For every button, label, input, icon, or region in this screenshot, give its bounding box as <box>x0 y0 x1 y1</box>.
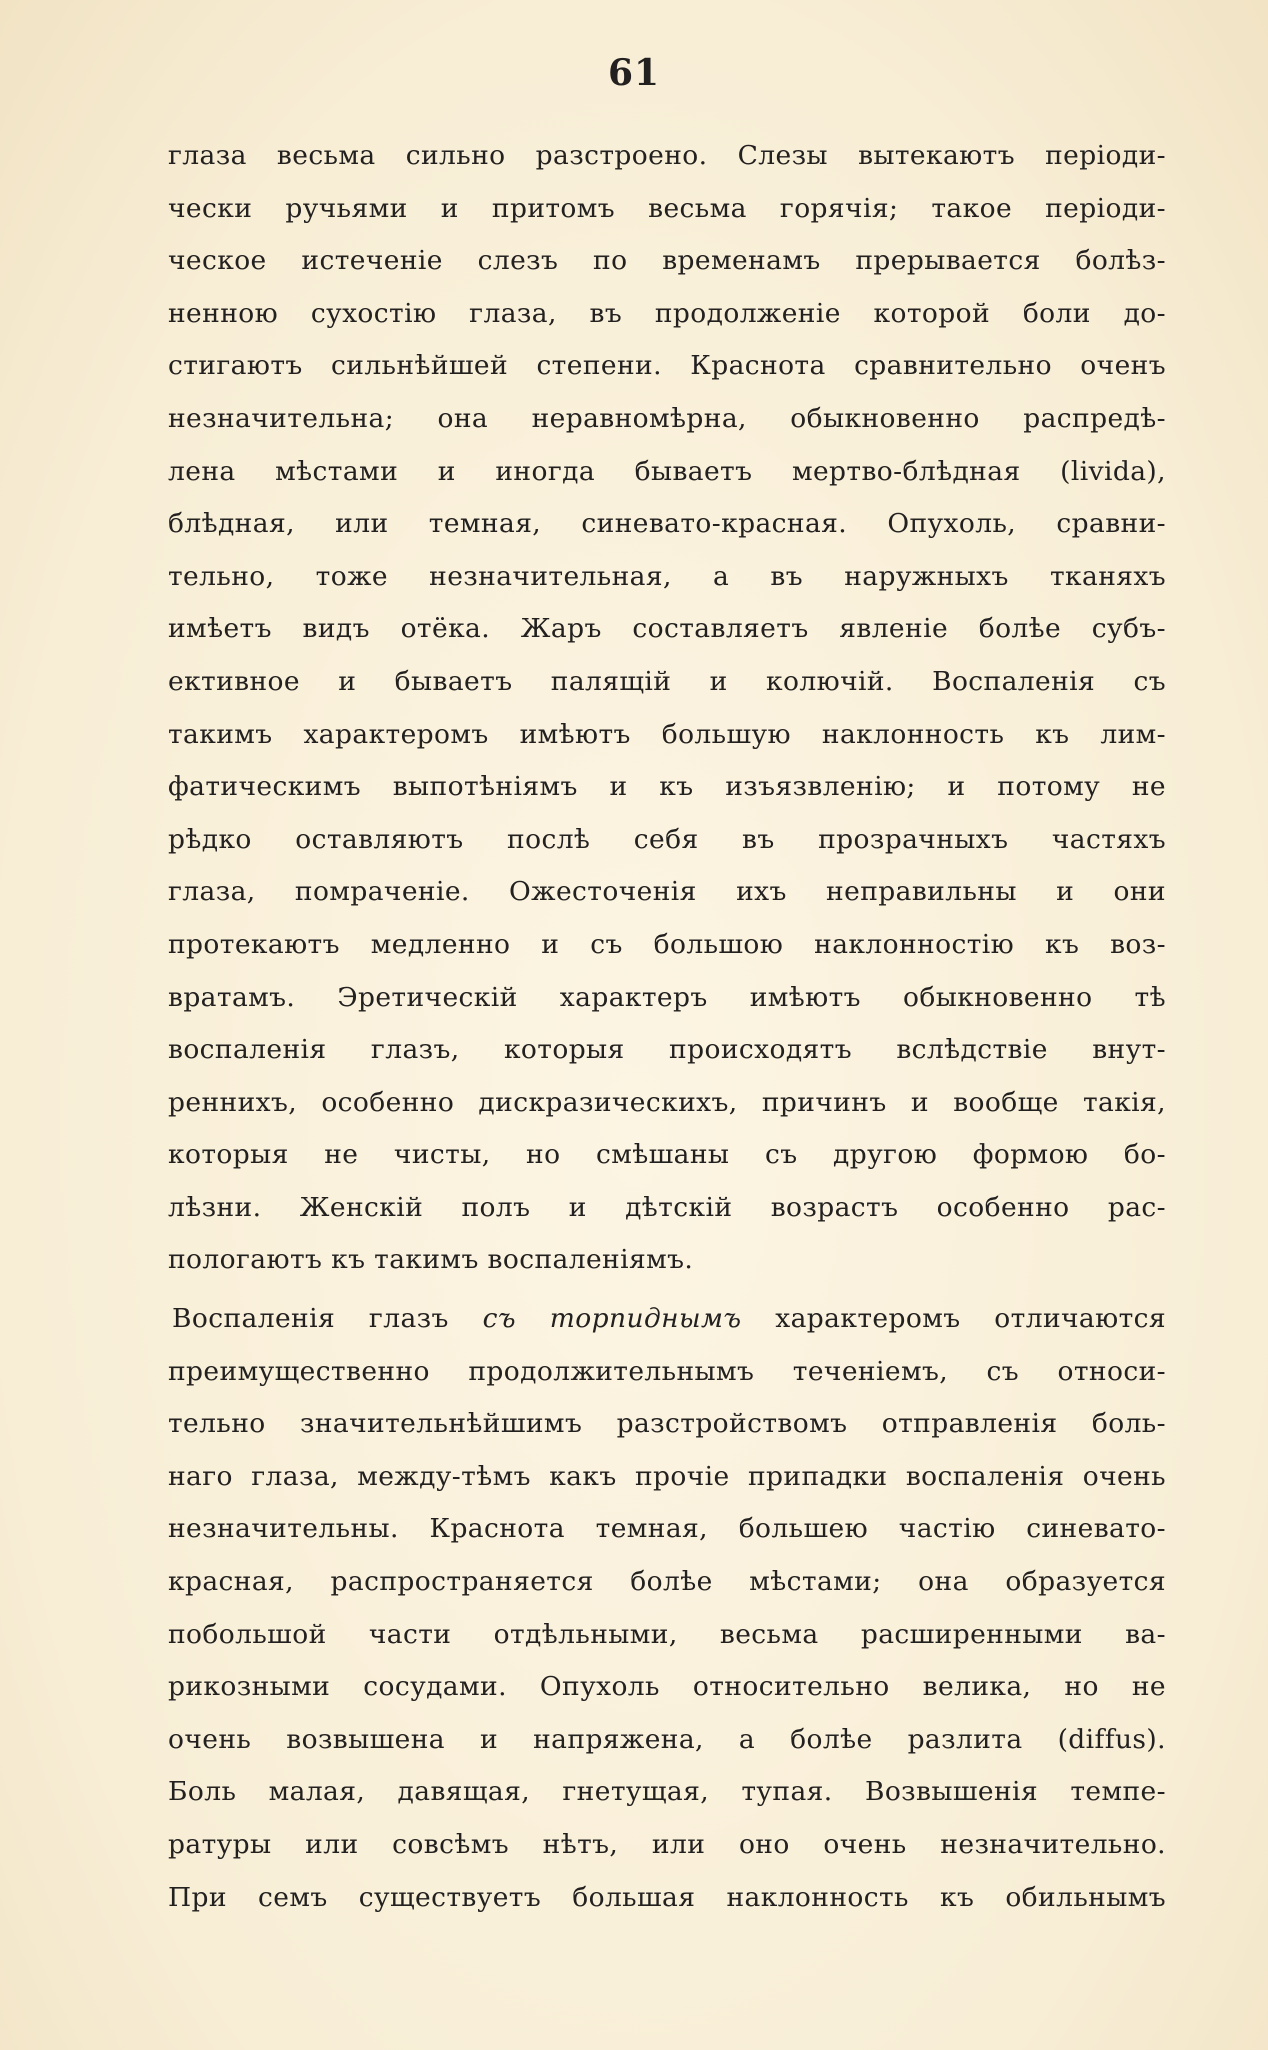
text-line: красная, распространяется болѣе мѣстами; она образуется <box>168 1566 1166 1598</box>
text-line: стигаютъ сильнѣйшей степени. Краснота сравнительно оченъ <box>168 350 1166 382</box>
body-text <box>168 130 1166 1924</box>
text-line: фатическимъ выпотѣніямъ и къ изъязвленію; и потому не <box>168 771 1166 803</box>
text-line: Боль малая, давящая, гнетущая, тупая. Возвышенія темпе- <box>168 1776 1166 1808</box>
text-span: характеромъ отличаются <box>775 1303 1167 1335</box>
text-line: воспаленія глазъ, которыя происходятъ вслѣдствіе внут- <box>168 1034 1166 1066</box>
text-line: глаза весьма сильно разстроено. Слезы вытекаютъ періоди- <box>168 140 1166 171</box>
text-line: чески ручьями и притомъ весьма горячія; такое періоди- <box>168 192 1166 224</box>
text-line: вратамъ. Эретическій характеръ имѣютъ обыкновенно тѣ <box>168 981 1166 1013</box>
text-line: пологаютъ къ такимъ воспаленіямъ. <box>168 1244 694 1276</box>
text-line: реннихъ, особенно дискразическихъ, причинъ и вообще такія, <box>168 1086 1166 1118</box>
text-line-first <box>168 1293 1166 1346</box>
text-line: ратуры или совсѣмъ нѣтъ, или оно очень незначительно. <box>168 1829 1166 1860</box>
text-line: тельно значительнѣйшимъ разстройствомъ отправленія боль- <box>168 1408 1166 1440</box>
text-line: рикозными сосудами. Опухоль относительно велика, но не <box>168 1671 1166 1703</box>
text-line: наго глаза, между-тѣмъ какъ прочіе припадки воспаленія очень <box>168 1460 1166 1492</box>
text-line: рѣдко оставляютъ послѣ себя въ прозрачныхъ частяхъ <box>168 823 1166 855</box>
text-line: ненною сухостію глаза, въ продолженіе которой боли до- <box>168 297 1166 329</box>
text-line: такимъ характеромъ имѣютъ большую наклонность къ лим- <box>168 718 1166 750</box>
paragraph-2 <box>168 1293 1166 1924</box>
text-line: глаза, помраченіе. Ожесточенія ихъ неправильны и они <box>168 876 1166 908</box>
text-line: тельно, тоже незначительная, а въ наружныхъ тканяхъ <box>168 560 1166 592</box>
text-line: очень возвышена и напряжена, а болѣе разлита (diffus). <box>168 1723 1166 1755</box>
text-line: блѣдная, или темная, синевато-красная. Опухоль, сравни- <box>168 508 1166 540</box>
text-line: которыя не чисты, но смѣшаны съ другою формою бо- <box>168 1139 1166 1171</box>
text-line: ективное и бываетъ палящій и колючій. Воспаленія съ <box>168 665 1166 697</box>
paragraph-1 <box>168 130 1166 1287</box>
text-line: ческое истеченіе слезъ по временамъ прерывается болѣз- <box>168 245 1166 277</box>
text-line: лѣзни. Женскій полъ и дѣтскій возрастъ особенно рас- <box>168 1191 1166 1223</box>
text-span: Воспаленія глазъ <box>172 1303 449 1335</box>
text-line: При семъ существуетъ большая наклонность къ обильнымъ <box>168 1881 1166 1913</box>
text-line: протекаютъ медленно и съ большою наклонностію къ воз- <box>168 928 1166 960</box>
text-line: лена мѣстами и иногда бываетъ мертво-блѣдная (livida), <box>168 455 1166 487</box>
emphasis-text: съ торпиднымъ <box>482 1303 742 1335</box>
page-number: 61 <box>607 52 661 94</box>
text-line: незначительна; она неравномѣрна, обыкновенно распредѣ- <box>168 402 1166 434</box>
text-line: имѣетъ видъ отёка. Жаръ составляетъ явленіе болѣе субъ- <box>168 613 1166 645</box>
text-line: преимущественно продолжительнымъ теченіемъ, съ относи- <box>168 1355 1166 1387</box>
text-line: незначительны. Краснота темная, большею частію синевато- <box>168 1513 1166 1545</box>
text-line: побольшой части отдѣльными, весьма расширенными ва- <box>168 1618 1166 1650</box>
